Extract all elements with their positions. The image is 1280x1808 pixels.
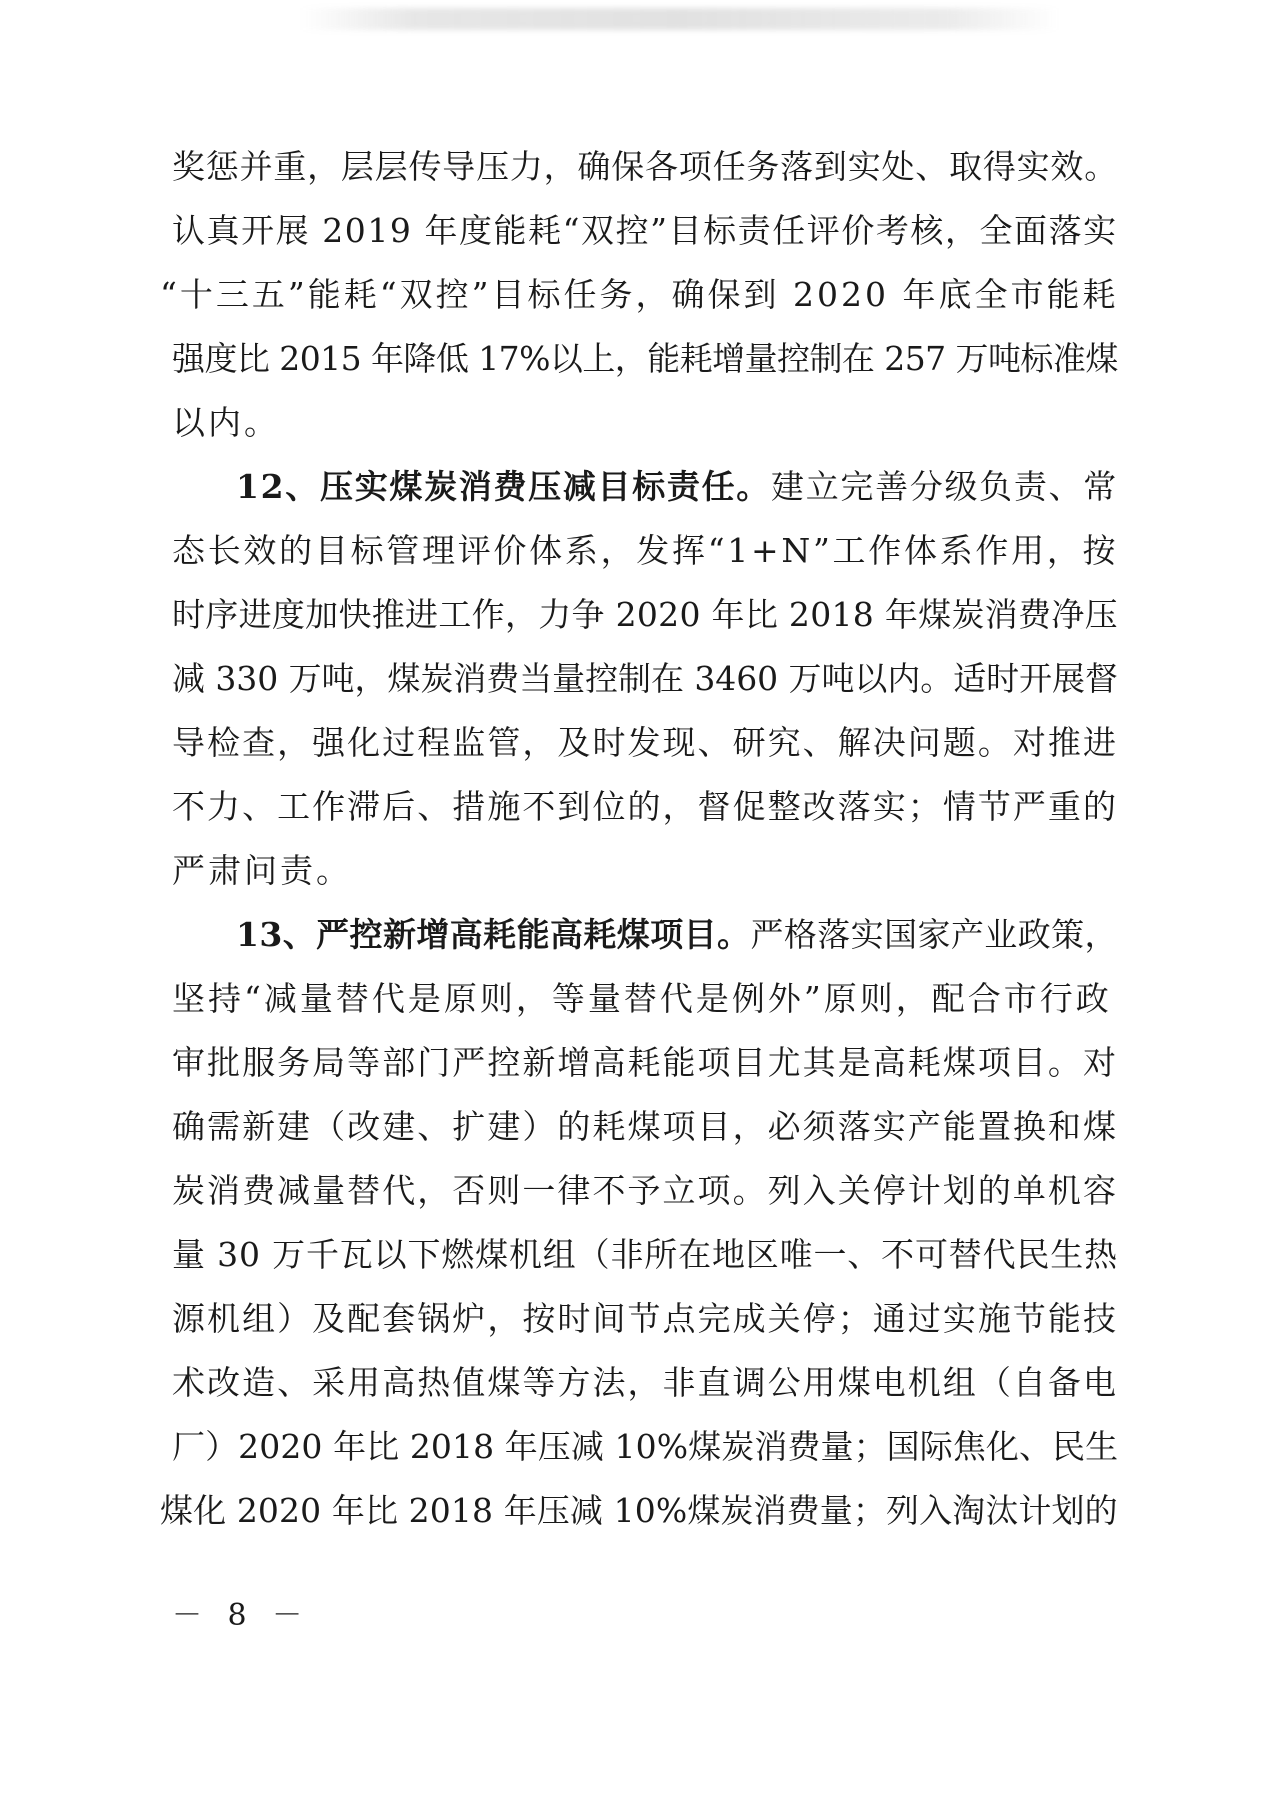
body-line: 审批服务局等部门严控新增高耗能项目尤其是高耗煤项目。对	[172, 1043, 1118, 1082]
body-line: “十三五”能耗“双控”目标任务，确保到 2020 年底全市能耗	[160, 275, 1119, 314]
body-line: 严肃问责。	[172, 851, 352, 890]
body-line: 奖惩并重，层层传导压力，确保各项任务落到实处、取得实效。	[172, 147, 1118, 186]
body-line: 导检查，强化过程监管，及时发现、研究、解决问题。对推进	[172, 723, 1118, 762]
body-line: 源机组）及配套锅炉，按时间节点完成关停；通过实施节能技	[172, 1299, 1118, 1338]
body-line: 以内。	[172, 403, 280, 442]
scan-artifact	[300, 8, 1060, 30]
body-line: 时序进度加快推进工作，力争 2020 年比 2018 年煤炭消费净压	[172, 595, 1118, 634]
body-line: 不力、工作滞后、措施不到位的，督促整改落实；情节严重的	[172, 787, 1118, 826]
page-number: － 8 －	[172, 1598, 311, 1633]
body-line: 术改造、采用高热值煤等方法，非直调公用煤电机组（自备电	[172, 1363, 1118, 1402]
body-line: 确需新建（改建、扩建）的耗煤项目，必须落实产能置换和煤	[172, 1107, 1118, 1146]
body-line: 炭消费减量替代，否则一律不予立项。列入关停计划的单机容	[172, 1171, 1118, 1210]
body-line: 量 30 万千瓦以下燃煤机组（非所在地区唯一、不可替代民生热	[172, 1235, 1118, 1274]
body-line: 煤化 2020 年比 2018 年压减 10%煤炭消费量；列入淘汰计划的	[160, 1491, 1118, 1530]
section-12-heading: 12、压实煤炭消费压减目标责任。	[236, 467, 771, 506]
body-line: 强度比 2015 年降低 17%以上，能耗增量控制在 257 万吨标准煤	[172, 339, 1118, 378]
body-line: 厂）2020 年比 2018 年压减 10%煤炭消费量；国际焦化、民生	[172, 1427, 1119, 1466]
section-13-first-line: 13、严控新增高耗能高耗煤项目。严格落实国家产业政策，	[236, 915, 1118, 954]
body-line: 认真开展 2019 年度能耗“双控”目标责任评价考核，全面落实	[172, 211, 1118, 250]
section-13-heading: 13、严控新增高耗能高耗煤项目。	[236, 915, 751, 954]
body-line: 减 330 万吨，煤炭消费当量控制在 3460 万吨以内。适时开展督	[172, 659, 1118, 698]
section-12-first-line: 12、压实煤炭消费压减目标责任。建立完善分级负责、常	[236, 467, 1118, 506]
body-line: 坚持“减量替代是原则，等量替代是例外”原则，配合市行政	[172, 979, 1112, 1018]
body-line: 态长效的目标管理评价体系，发挥“1+N”工作体系作用，按	[172, 531, 1119, 570]
